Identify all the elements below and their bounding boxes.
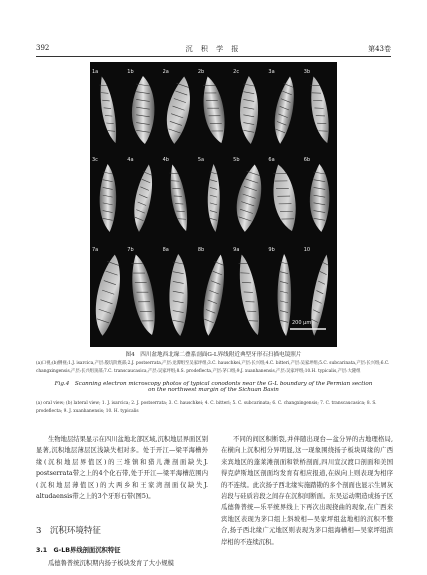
conodont-specimen (306, 75, 333, 145)
scale-bar-label: 200 μm (292, 320, 312, 326)
figure-caption-note-cn: (a)口视;(b)侧视;1.J. isarcica,产层:殷坑阶底部;2.J. postserrata,产层:龙潭组至吴家坪组;3.C. hauschkei,产层:长兴组;4.C. bitteri,产层:吴家坪组;5.C. subcarinata,产层:长兴组;6.C. changxingensis,产层:长兴组顶部;7.C. transcaucasica,产层:吴家坪组;8.S. prodeflecta,产层:茅口组;9.J. xuanhanensis,产层:吴家坪组;10.H. typicalis,产层:大隆组 (36, 361, 390, 374)
panel-label: 2a (162, 69, 169, 75)
panel-label: 6b (303, 157, 311, 163)
panel-label: 7a (92, 247, 99, 253)
body-column-right (221, 434, 393, 564)
conodont-specimen (240, 76, 258, 144)
conodont-specimen (90, 253, 125, 337)
figure-caption-note-en: (a) oral view; (b) lateral view; 1. J. isarcica; 2. J. postserrata; 3. C. hauschkei; 4. C. bitteri; 5. C. subcarinata; 6. C. changxingensis; 7. C. transcaucasica; 8. S. prodeflecta; 9. J. xuanhanensis; 10. H. typicalis (36, 401, 377, 414)
conodont-specimen (232, 163, 266, 234)
panel-label: 3a (268, 69, 275, 75)
figure-caption-en-line2: on the northwest margin of the Sichuan Basin (148, 387, 279, 393)
figure-caption-en: Fig.4 Scanning electron microscopy photos of typical conodonts near the G-L boundary of the Permian section (54, 381, 373, 387)
panel-label: 5b (233, 157, 240, 163)
conodont-specimen (166, 163, 191, 232)
panel-label: 9b (268, 247, 275, 253)
page-number: 392 (36, 44, 50, 52)
panel-label: 3b (303, 69, 311, 75)
conodont-specimen (130, 163, 157, 233)
conodont-photo-grid (90, 62, 337, 347)
panel-label: 8a (162, 247, 169, 253)
panel-label: 1b (127, 69, 134, 75)
header-rule (36, 56, 391, 57)
journal-title: 沉 积 学 报 (185, 45, 242, 53)
conodont-specimen (100, 164, 117, 232)
conodont-specimen (96, 75, 120, 144)
panel-label: 4a (127, 157, 134, 163)
panel-label: 6a (268, 157, 275, 163)
paragraph-left: 生物地层结果显示在四川盆地北部区域,沉积地层界面区别显著,沉积地层薄层区浅缺失相对多。处于开江—梁平海槽外缘(沉积地层界值区)的三堆镇和猎儿潍剖面缺失J. postserrata带之上的4个化石带,处于开江—梁平海槽范围内(沉积地层薄值区)的大两乡和王家湾剖面仅缺失J. altudaensis带之上的3个牙形石带(图5)。 (36, 436, 208, 501)
conodont-specimen (162, 75, 195, 146)
body-column-left (36, 434, 208, 502)
sem-figure-plate (90, 62, 337, 347)
panel-label: 8b (197, 247, 205, 253)
panel-label: 3c (92, 157, 98, 163)
conodont-specimen (270, 75, 298, 145)
subsection-text: 瓜德鲁普统沉积期内扬子板块发育了大小规模 (48, 560, 174, 567)
panel-label: 10 (303, 247, 311, 253)
panel-label: 5a (197, 157, 205, 163)
conodont-specimen (198, 75, 229, 145)
figure-caption-cn: 图4 四川盆地西北缘二叠系剖面G-L界线附近典型牙形石扫描电镜照片 (125, 352, 302, 358)
panel-label: 9a (233, 247, 240, 253)
conodont-specimen (169, 254, 187, 336)
conodont-specimen (198, 253, 229, 337)
panel-label: 4b (162, 157, 169, 163)
panel-label: 7b (127, 247, 134, 253)
conodont-specimen (235, 253, 264, 336)
subsection-heading: 3.1 G-LB界线剖面沉积特征 (36, 547, 121, 554)
conodont-specimen (208, 164, 220, 232)
conodont-specimen (132, 76, 155, 144)
section-heading: 3 沉积环境特征 (36, 526, 101, 536)
panel-label: 2b (197, 69, 205, 75)
conodont-specimen (310, 164, 330, 232)
paragraph-right: 不同的间区积断裂,并伴随出现台—盆分异的古地理格局,在横向上沉积相分异明显,这一现象围绕扬子板块周缘的广西来宾地区的蓬莱滩剖面和铁桥剖面,四川宣汉渡口剖面和美国得克萨斯地区剖面均发育有相应报道,在纵向上则表现为相序的不连续。此次扬子西北缘实施踏勘的多个剖面也显示生屑灰岩段与硅质岩段之间存在沉积间断面。东吴运动期造成扬子区瓜德鲁普统—乐平统界线上下再次出现挠曲的现象,在广西来宾地区表现为茅口组上斜坡相—吴家坪组盆地相的沉积不整合,扬子西北缘广元地区则表现为茅口组海槽相—吴家坪组滨岸相的不连续沉积。 (221, 436, 393, 546)
volume-label: 第43卷 (368, 45, 391, 53)
conodont-specimen (278, 254, 292, 336)
conodont-specimen (268, 163, 301, 234)
panel-label: 2c (233, 69, 240, 75)
conodont-specimen (126, 253, 159, 337)
panel-label: 1a (92, 69, 99, 75)
